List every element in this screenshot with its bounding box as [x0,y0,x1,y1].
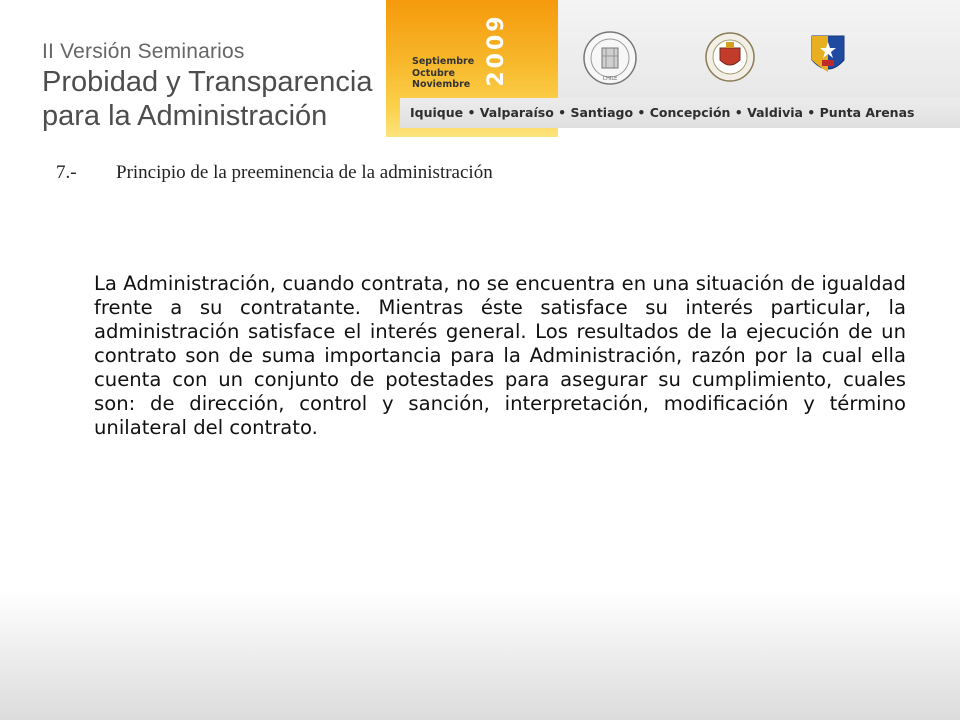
university-seal-icon [704,30,756,84]
cities-bar [400,98,960,128]
month-2: Octubre [412,67,455,79]
section-title: Principio de la preeminencia de la administración [116,162,493,183]
section-heading [56,162,493,184]
event-months [412,56,474,91]
series-label: II Versión Seminarios [42,40,245,63]
month-1: Septiembre [412,56,475,67]
body-paragraph: La Administración, cuando contrata, no se encuentra en una situación de igualdad frente a su contratante. Mientras éste satisface su interés particular, la administración satisface el interés general. Los resultados de la ejecución de un contrato son de suma importancia para la Administración, razón por la cual ella cuenta con un conjunto de potestades para asegurar su cumplimiento, cuales son: de dirección, control y sanción, interpretación, modificación y término unilateral del contrato. [94,272,906,439]
section-number: 7.- [56,162,77,183]
title-line-1: Probidad y Transparencia [42,66,373,98]
svg-text:CHILE: CHILE [602,76,618,82]
cities-list: Iquique • Valparaíso • Santiago • Concepción • Valdivia • Punta Arenas [410,105,915,120]
logos-strip [558,0,960,98]
event-year: 2009 [484,13,509,87]
contraloria-seal-icon [582,30,638,86]
title-line-2: para la Administración [42,99,328,132]
month-3: Noviembre [412,79,471,90]
university-shield-icon [808,32,848,80]
page-title [42,66,372,133]
